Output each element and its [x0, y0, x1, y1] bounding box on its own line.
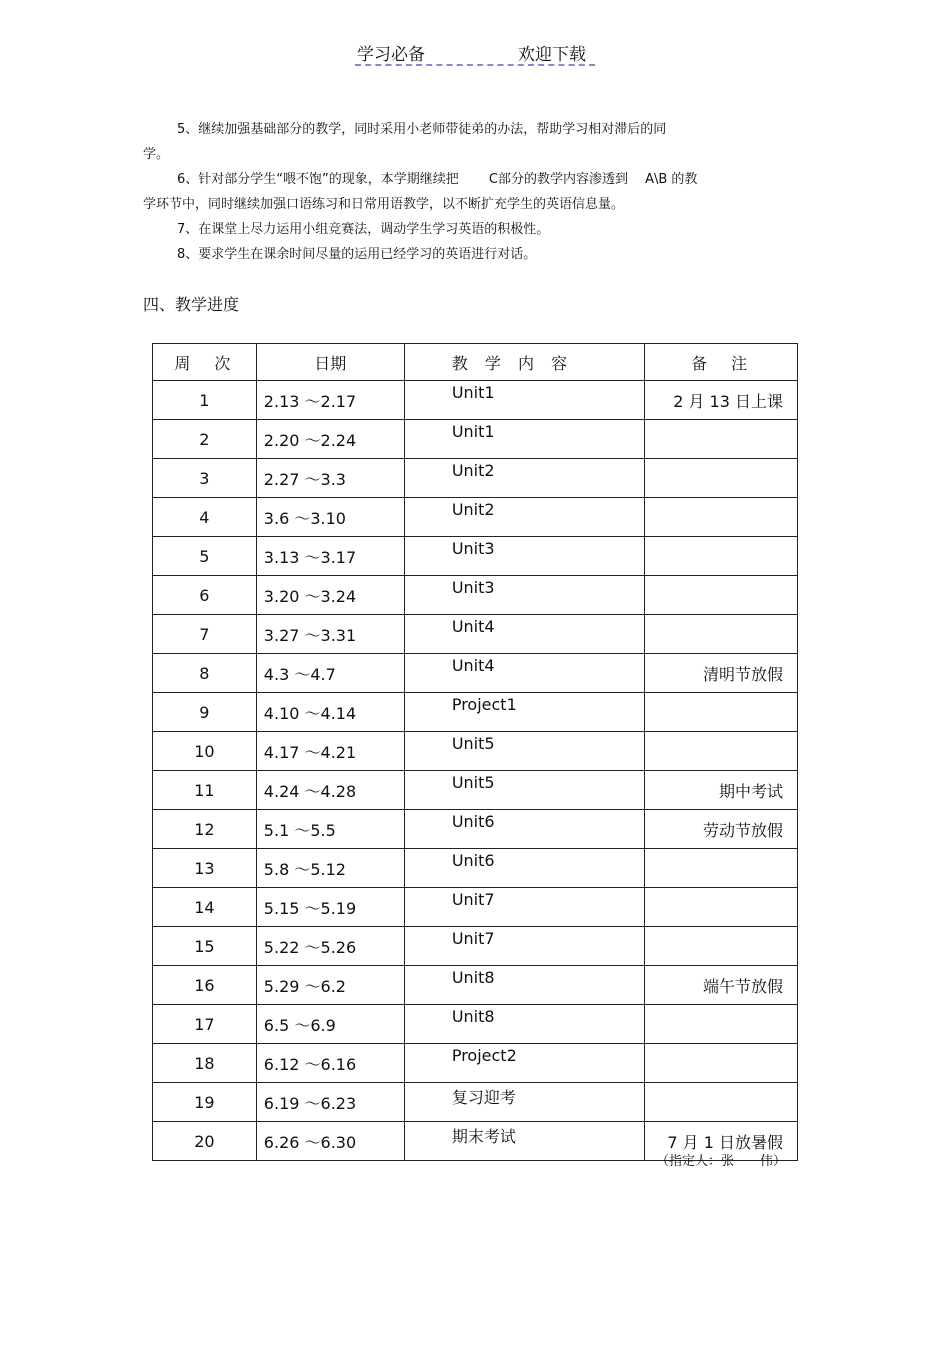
cell-week: 2: [153, 420, 257, 459]
cell-note: 劳动节放假: [645, 810, 798, 849]
cell-date: 4.3 ～4.7: [256, 654, 404, 693]
cell-date: 5.15 ～5.19: [256, 888, 404, 927]
cell-note: 2 月 13 日上课: [645, 381, 798, 420]
signer-note: （指定人：张 伟）: [656, 1154, 787, 1169]
cell-note: 7 月 1 日放暑假: [645, 1122, 798, 1161]
cell-content: Unit6: [404, 810, 644, 849]
cell-week: 11: [153, 771, 257, 810]
table-row: [153, 966, 798, 1005]
cell-content: Unit1: [404, 420, 644, 459]
cell-content: Unit2: [404, 459, 644, 498]
cell-week: 17: [153, 1005, 257, 1044]
cell-content: Project1: [404, 693, 644, 732]
cell-date: 6.12 ～6.16: [256, 1044, 404, 1083]
paragraph-line: 5、继续加强基础部分的教学，同时采用小老师带徒弟的办法，帮助学习相对滞后的同: [177, 122, 667, 137]
paragraph-line: 6、针对部分学生“喂不饱”的现象，本学期继续把 C部分的教学内容渗透到 A\B 的教: [177, 172, 698, 187]
cell-content: Unit3: [404, 576, 644, 615]
table-row: [153, 771, 798, 810]
cell-content: Unit2: [404, 498, 644, 537]
cell-note: [645, 420, 798, 459]
cell-date: 2.20 ～2.24: [256, 420, 404, 459]
paragraph-5: [143, 117, 808, 167]
table-body: [153, 381, 798, 1161]
table-row: [153, 381, 798, 420]
header-left-text: 学习必备: [357, 45, 425, 65]
cell-date: 6.19 ～6.23: [256, 1083, 404, 1122]
cell-content: Unit4: [404, 615, 644, 654]
cell-week: 16: [153, 966, 257, 1005]
cell-date: 5.29 ～6.2: [256, 966, 404, 1005]
cell-note: [645, 1044, 798, 1083]
cell-content: Project2: [404, 1044, 644, 1083]
cell-date: 2.27 ～3.3: [256, 459, 404, 498]
table-row: [153, 654, 798, 693]
cell-week: 14: [153, 888, 257, 927]
cell-week: 10: [153, 732, 257, 771]
table-row: [153, 810, 798, 849]
cell-week: 20: [153, 1122, 257, 1161]
paragraph-7: [143, 217, 808, 242]
cell-date: 2.13 ～2.17: [256, 381, 404, 420]
cell-content: 复习迎考: [404, 1083, 644, 1122]
table-row: [153, 459, 798, 498]
cell-week: 19: [153, 1083, 257, 1122]
header-week: 周 次: [153, 344, 257, 381]
cell-note: [645, 498, 798, 537]
paragraph-line: 学环节中，同时继续加强口语练习和日常用语教学，以不断扩充学生的英语信息量。: [143, 197, 625, 212]
cell-week: 12: [153, 810, 257, 849]
cell-content: 期末考试: [404, 1122, 644, 1161]
cell-week: 4: [153, 498, 257, 537]
cell-content: Unit6: [404, 849, 644, 888]
cell-date: 3.20 ～3.24: [256, 576, 404, 615]
paragraph-line: 学。: [143, 147, 170, 162]
cell-note: [645, 576, 798, 615]
cell-date: 3.6 ～3.10: [256, 498, 404, 537]
cell-week: 1: [153, 381, 257, 420]
paragraph-8: [143, 242, 808, 267]
cell-week: 15: [153, 927, 257, 966]
cell-note: [645, 849, 798, 888]
cell-date: 3.27 ～3.31: [256, 615, 404, 654]
paragraph-line: 7、在课堂上尽力运用小组竞赛法，调动学生学习英语的积极性。: [177, 222, 550, 237]
table-row: [153, 1044, 798, 1083]
table-row: [153, 498, 798, 537]
cell-date: 6.5 ～6.9: [256, 1005, 404, 1044]
cell-content: Unit5: [404, 771, 644, 810]
table-row: [153, 888, 798, 927]
cell-content: Unit7: [404, 888, 644, 927]
cell-note: [645, 927, 798, 966]
table-row: [153, 615, 798, 654]
cell-note: [645, 732, 798, 771]
cell-content: Unit8: [404, 1005, 644, 1044]
cell-content: Unit8: [404, 966, 644, 1005]
schedule-table: [152, 343, 798, 1161]
paragraph-line: 8、要求学生在课余时间尽量的运用已经学习的英语进行对话。: [177, 247, 537, 262]
header-date: 日期: [256, 344, 404, 381]
paragraph-6: [143, 167, 808, 217]
table-row: [153, 927, 798, 966]
cell-date: 6.26 ～6.30: [256, 1122, 404, 1161]
cell-content: Unit3: [404, 537, 644, 576]
cell-note: [645, 693, 798, 732]
cell-date: 5.22 ～5.26: [256, 927, 404, 966]
cell-date: 4.10 ～4.14: [256, 693, 404, 732]
page-header: [355, 40, 595, 66]
table-row: [153, 1005, 798, 1044]
cell-week: 8: [153, 654, 257, 693]
cell-content: Unit5: [404, 732, 644, 771]
section-title: 四、教学进度: [143, 295, 240, 314]
header-content: 教 学 内 容: [404, 344, 644, 381]
header-right-text: 欢迎下载: [518, 45, 586, 65]
cell-note: [645, 1083, 798, 1122]
cell-date: 5.8 ～5.12: [256, 849, 404, 888]
cell-note: [645, 615, 798, 654]
header-note: 备 注: [645, 344, 798, 381]
table-row: [153, 537, 798, 576]
cell-week: 6: [153, 576, 257, 615]
cell-week: 9: [153, 693, 257, 732]
table-row: [153, 693, 798, 732]
cell-date: 3.13 ～3.17: [256, 537, 404, 576]
cell-note: [645, 888, 798, 927]
cell-note: [645, 1005, 798, 1044]
cell-content: Unit7: [404, 927, 644, 966]
cell-week: 5: [153, 537, 257, 576]
cell-note: [645, 459, 798, 498]
table-row: [153, 576, 798, 615]
cell-date: 4.24 ～4.28: [256, 771, 404, 810]
table-row: [153, 732, 798, 771]
cell-content: Unit1: [404, 381, 644, 420]
cell-date: 4.17 ～4.21: [256, 732, 404, 771]
cell-week: 18: [153, 1044, 257, 1083]
table-row: [153, 1083, 798, 1122]
cell-week: 7: [153, 615, 257, 654]
cell-note: 端午节放假: [645, 966, 798, 1005]
cell-note: 清明节放假: [645, 654, 798, 693]
cell-week: 3: [153, 459, 257, 498]
table-row: [153, 849, 798, 888]
cell-note: [645, 537, 798, 576]
cell-date: 5.1 ～5.5: [256, 810, 404, 849]
cell-note: 期中考试: [645, 771, 798, 810]
table-header-row: [153, 344, 798, 381]
table-row: [153, 420, 798, 459]
cell-content: Unit4: [404, 654, 644, 693]
cell-week: 13: [153, 849, 257, 888]
